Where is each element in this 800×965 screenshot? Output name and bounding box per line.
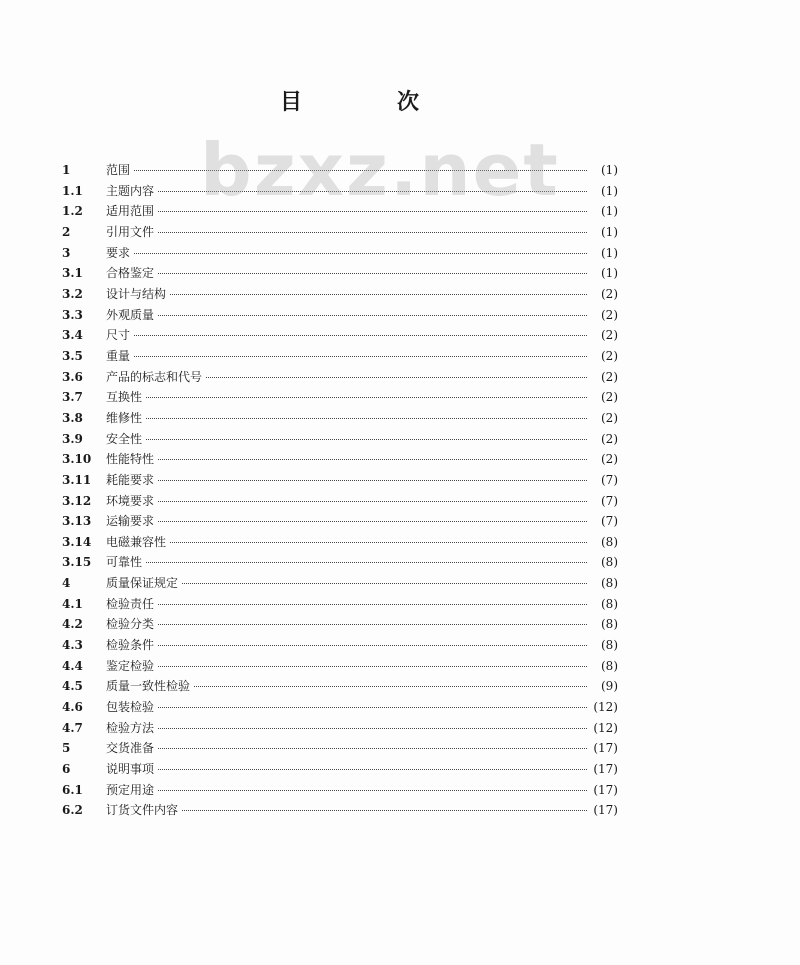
- toc-entry: [62, 656, 618, 677]
- toc-dot-leader: [158, 272, 587, 274]
- toc-entry-number: 3.5: [62, 348, 83, 363]
- toc-entry-number: 3.12: [62, 493, 92, 508]
- toc-entry: [62, 759, 618, 780]
- toc-entry: [62, 346, 618, 367]
- toc-dot-leader: [158, 644, 587, 646]
- toc-entry-number: 1: [62, 163, 71, 177]
- toc-dot-leader: [146, 396, 587, 398]
- toc-entry-page: (17): [593, 741, 618, 756]
- toc-entry-title: 设计与结构: [106, 286, 167, 301]
- toc-entry-title: 检验责任: [106, 596, 155, 611]
- toc-entry-number: 2: [62, 224, 71, 239]
- toc-entry-number: 6.1: [62, 782, 83, 797]
- toc-entry: [62, 532, 618, 553]
- toc-entry-page: (17): [593, 762, 618, 777]
- toc-entry-number: 3.6: [62, 369, 83, 384]
- toc-entry-page: (8): [601, 576, 618, 591]
- toc-entry: [62, 284, 618, 305]
- toc-entry-title: 包装检验: [106, 700, 155, 715]
- toc-entry-title: 运输要求: [106, 514, 155, 529]
- toc-entry: [62, 780, 618, 801]
- toc-entry: [62, 201, 618, 222]
- toc-entry-number: 3.13: [62, 514, 92, 529]
- toc-entry: [62, 635, 618, 656]
- toc-entry-title: 耗能要求: [106, 472, 155, 487]
- toc-entry-title: 安全性: [106, 431, 143, 446]
- title-char-2: 次: [396, 89, 420, 115]
- toc-entry: [62, 594, 618, 615]
- toc-entry-page: (2): [601, 328, 618, 343]
- toc-entry-number: 3.2: [62, 286, 83, 301]
- toc-dot-leader: [158, 479, 587, 481]
- toc-entry: [62, 429, 618, 450]
- toc-entry-page: (2): [601, 431, 618, 446]
- toc-entry-number: 4.7: [62, 720, 83, 735]
- toc-entry-number: 3.3: [62, 307, 83, 322]
- toc-entry-page: (17): [593, 782, 618, 797]
- toc-entry-title: 检验方法: [106, 720, 155, 735]
- toc-entry-page: (1): [601, 204, 618, 219]
- toc-entry-page: (9): [601, 679, 618, 694]
- toc-entry-page: (7): [601, 493, 618, 508]
- toc-entry-page: (12): [593, 720, 618, 735]
- toc-entry-number: 3.15: [62, 555, 92, 570]
- toc-entry-page: (8): [601, 534, 618, 549]
- toc-entry-number: 5: [62, 741, 71, 756]
- toc-entry: [62, 718, 618, 739]
- toc-dot-leader: [158, 768, 587, 770]
- toc-entry-title: 鉴定检验: [106, 658, 155, 673]
- toc-entry-page: (8): [601, 617, 618, 632]
- toc-entry-title: 互换性: [106, 390, 143, 405]
- toc-entry-number: 4.3: [62, 638, 83, 653]
- toc-dot-leader: [158, 231, 587, 233]
- toc-entry: [62, 263, 618, 284]
- toc-entry-page: (1): [601, 163, 618, 177]
- toc-dot-leader: [158, 458, 587, 460]
- toc-entry-title: 产品的标志和代号: [106, 369, 203, 384]
- toc-entry-page: (1): [601, 183, 618, 198]
- toc-entry: [62, 325, 618, 346]
- toc-entry-title: 环境要求: [106, 493, 155, 508]
- toc-entry-number: 4.5: [62, 679, 83, 694]
- toc-entry-number: 3.14: [62, 534, 92, 549]
- toc-dot-leader: [158, 314, 587, 316]
- toc-entry-number: 1.2: [62, 204, 83, 219]
- toc-entry-title: 尺寸: [106, 328, 131, 343]
- toc-dot-leader: [134, 169, 587, 171]
- toc-entry: [62, 800, 618, 821]
- toc-entry-title: 预定用途: [106, 782, 155, 797]
- toc-dot-leader: [170, 293, 587, 295]
- toc-entry-page: (7): [601, 472, 618, 487]
- toc-entry: [62, 697, 618, 718]
- toc-dot-leader: [158, 520, 587, 522]
- toc-entry: [62, 738, 618, 759]
- toc-entry-number: 4.4: [62, 658, 83, 673]
- toc-dot-leader: [146, 417, 587, 419]
- toc-entry-page: (1): [601, 245, 618, 260]
- toc-entry-page: (12): [593, 700, 618, 715]
- toc-entry: [62, 305, 618, 326]
- toc-entry-title: 电磁兼容性: [106, 534, 167, 549]
- toc-entry-number: 3.1: [62, 266, 83, 281]
- toc-dot-leader: [170, 541, 587, 543]
- toc-entry-title: 交货准备: [106, 741, 155, 756]
- toc-dot-leader: [158, 500, 587, 502]
- toc-entry: [62, 449, 618, 470]
- toc-entry: [62, 243, 618, 264]
- toc-dot-leader: [158, 727, 587, 729]
- toc-entry-page: (1): [601, 224, 618, 239]
- toc-entry-page: (2): [601, 410, 618, 425]
- toc-entry-number: 3.4: [62, 328, 83, 343]
- toc-entry: [62, 614, 618, 635]
- toc-entry-title: 引用文件: [106, 224, 155, 239]
- toc-dot-leader: [158, 623, 587, 625]
- toc-entry-page: (2): [601, 307, 618, 322]
- toc-entry-title: 性能特性: [106, 452, 155, 467]
- toc-entry: [62, 491, 618, 512]
- toc-entry-title: 说明事项: [106, 762, 155, 777]
- toc-dot-leader: [158, 747, 587, 749]
- toc-dot-leader: [134, 334, 587, 336]
- toc-entry: [62, 387, 618, 408]
- toc-entry-title: 订货文件内容: [106, 803, 179, 818]
- toc-entry-page: (8): [601, 596, 618, 611]
- toc-entry: [62, 676, 618, 697]
- toc-entry-page: (17): [593, 803, 618, 818]
- toc-entry-number: 3.10: [62, 452, 92, 467]
- toc-entry: [62, 160, 618, 181]
- toc-entry-page: (8): [601, 658, 618, 673]
- toc-dot-leader: [134, 355, 587, 357]
- toc-dot-leader: [158, 665, 587, 667]
- toc-entry-number: 3: [62, 245, 71, 260]
- toc-entry-page: (8): [601, 555, 618, 570]
- toc-dot-leader: [146, 561, 587, 563]
- toc-entry: [62, 181, 618, 202]
- toc-entry-number: 3.7: [62, 390, 83, 405]
- toc-entry: [62, 511, 618, 532]
- toc-entry-page: (2): [601, 348, 618, 363]
- toc-entry-number: 3.8: [62, 410, 83, 425]
- watermark: bzxz.net: [200, 128, 560, 212]
- toc-dot-leader: [158, 210, 587, 212]
- toc-entry-number: 6: [62, 762, 71, 777]
- toc-entry-number: 1.1: [62, 183, 83, 198]
- toc-dot-leader: [158, 190, 587, 192]
- toc-dot-leader: [182, 582, 587, 584]
- toc-entry-page: (8): [601, 638, 618, 653]
- toc-entry-number: 4.1: [62, 596, 83, 611]
- table-of-contents: [62, 160, 618, 821]
- toc-entry-title: 外观质量: [106, 307, 155, 322]
- toc-entry-title: 主题内容: [106, 183, 155, 198]
- title-char-1: 目: [280, 89, 304, 115]
- page-title: [280, 85, 420, 116]
- toc-entry: [62, 552, 618, 573]
- toc-entry-title: 维修性: [106, 410, 143, 425]
- toc-entry-page: (7): [601, 514, 618, 529]
- toc-entry: [62, 222, 618, 243]
- toc-dot-leader: [146, 438, 587, 440]
- toc-entry-title: 范围: [106, 163, 131, 177]
- toc-entry-title: 检验分类: [106, 617, 155, 632]
- toc-entry-number: 6.2: [62, 803, 83, 818]
- toc-dot-leader: [158, 706, 587, 708]
- toc-entry-title: 质量一致性检验: [106, 679, 191, 694]
- toc-entry: [62, 367, 618, 388]
- toc-dot-leader: [158, 603, 587, 605]
- toc-entry-page: (2): [601, 369, 618, 384]
- toc-entry-number: 3.11: [62, 472, 92, 487]
- toc-dot-leader: [134, 252, 587, 254]
- toc-dot-leader: [158, 789, 587, 791]
- toc-entry-title: 适用范围: [106, 204, 155, 219]
- toc-entry: [62, 573, 618, 594]
- toc-entry-number: 3.9: [62, 431, 83, 446]
- toc-entry-title: 检验条件: [106, 638, 155, 653]
- toc-entry-page: (2): [601, 452, 618, 467]
- toc-entry-title: 质量保证规定: [106, 576, 179, 591]
- toc-dot-leader: [182, 809, 587, 811]
- toc-entry: [62, 408, 618, 429]
- toc-dot-leader: [206, 376, 587, 378]
- toc-entry-number: 4: [62, 576, 71, 591]
- toc-entry: [62, 470, 618, 491]
- toc-entry-page: (2): [601, 286, 618, 301]
- toc-entry-number: 4.2: [62, 617, 83, 632]
- toc-entry-title: 可靠性: [106, 555, 143, 570]
- toc-entry-page: (1): [601, 266, 618, 281]
- toc-entry-number: 4.6: [62, 700, 83, 715]
- toc-entry-title: 合格鉴定: [106, 266, 155, 281]
- toc-entry-title: 要求: [106, 245, 131, 260]
- toc-dot-leader: [194, 685, 587, 687]
- toc-entry-title: 重量: [106, 348, 131, 363]
- toc-entry-page: (2): [601, 390, 618, 405]
